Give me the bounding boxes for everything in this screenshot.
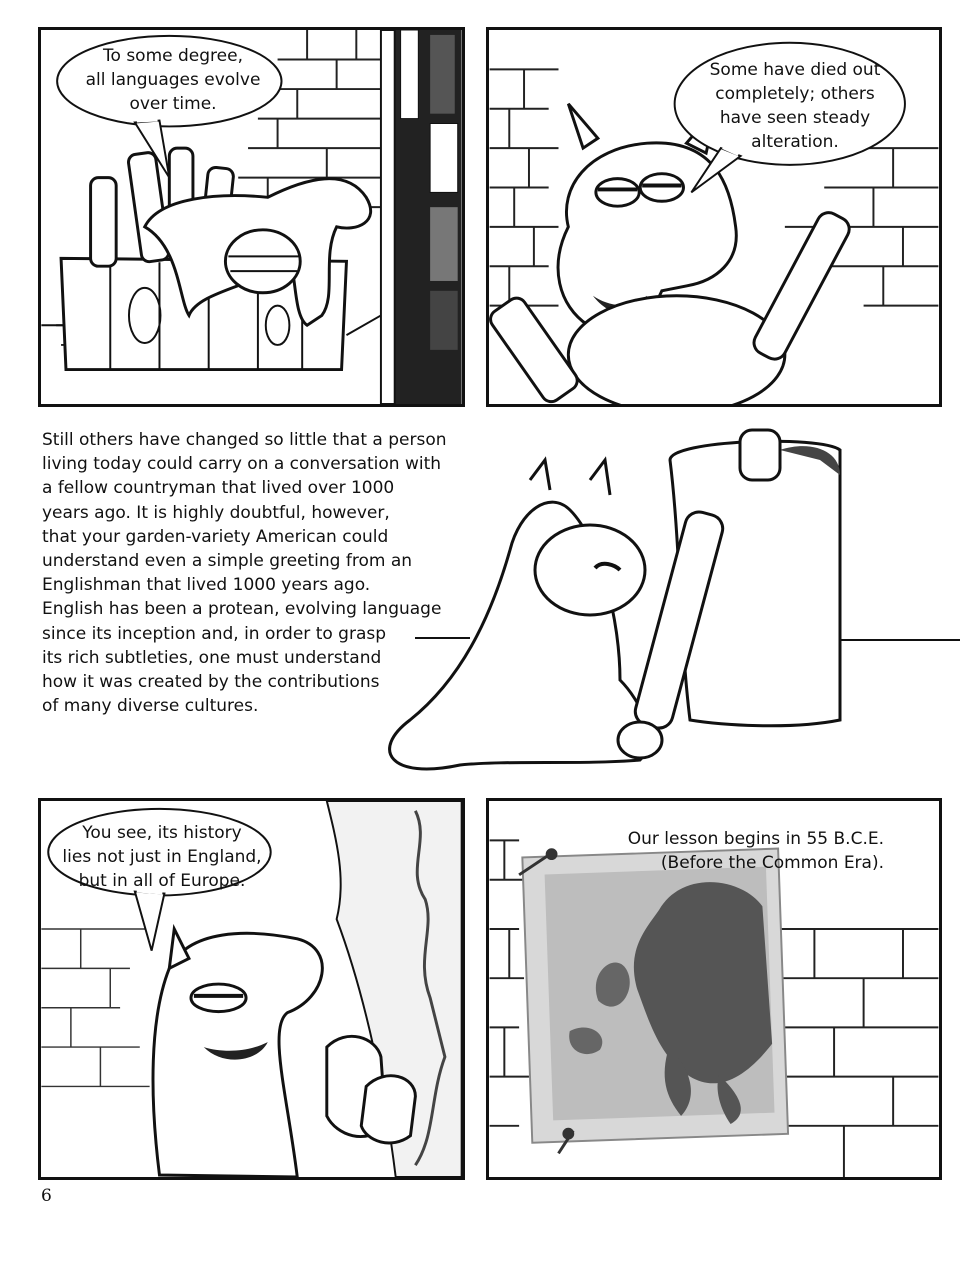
caption-text-4: Our lesson begins in 55 B.C.E. (Before the Common Era).: [627, 829, 884, 873]
comic-panel-3: [38, 798, 465, 1180]
speech-text-2: Some have died out completely; others have seen steady alteration.: [709, 60, 881, 152]
comic-panel-2: [486, 27, 942, 407]
creature-with-scroll-illustration: [340, 420, 960, 780]
page-number: 6: [41, 1186, 52, 1206]
speech-text-1: To some degree, all languages evolve over time.: [85, 46, 261, 114]
narration-text: Still others have changed so little that a person living today could carry on a conversation with a fellow countryman that lived over 1000 years ago. It is highly doubtful, however, that your garden-variety American could understand even a simple greeting from an Englishman that lived 1000 years ago. English has been a protean, evolving language since its inception and, in order to grasp its rich subtleties, one must understand how it was created by the contributions of many diverse cultures.: [42, 430, 447, 717]
speech-text-3: You see, its history lies not just in England, but in all of Europe.: [62, 823, 262, 891]
comic-panel-4: [486, 798, 942, 1180]
comic-panel-1: [38, 27, 465, 407]
